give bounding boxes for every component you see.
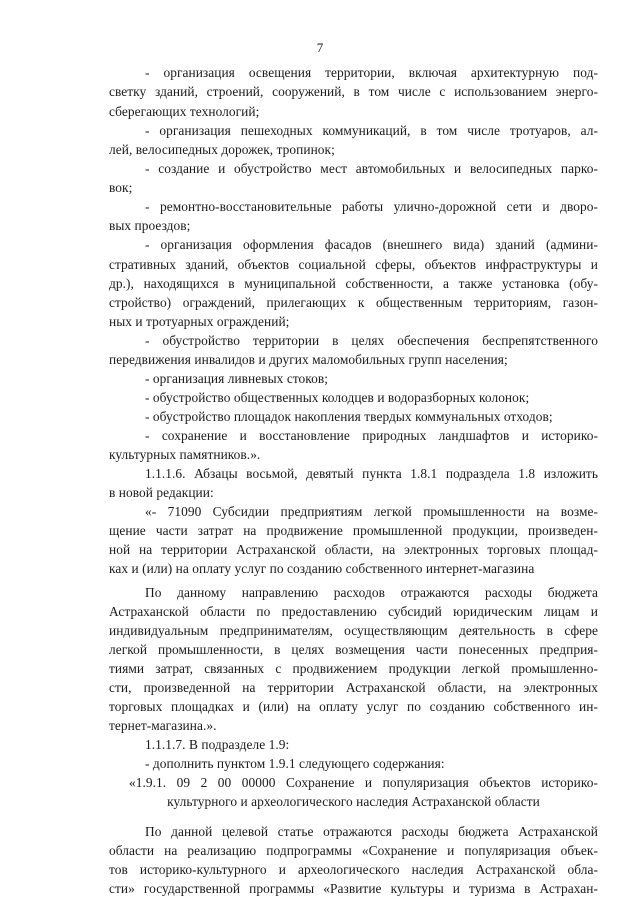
text-line: - создание и обустройство мест автомобильных и велосипедных парко-	[145, 161, 598, 176]
text-line: - обустройство территории в целях обеспечения беспрепятственного	[145, 333, 598, 348]
text-line: щение части затрат на продвижение промышленной продукции, произведен-	[109, 523, 598, 538]
text-line: сти» государственной программы «Развитие культуры и туризма в Астрахан-	[109, 881, 598, 896]
text-line: 1.1.1.6. Абзацы восьмой, девятый пункта 1.8.1 подраздела 1.8 изложить	[145, 466, 598, 481]
text-line: «1.9.1. 09 2 00 00000 Сохранение и популяризация объектов историко-	[129, 775, 598, 790]
text-line: в новой редакции:	[109, 485, 214, 500]
page-number: 7	[316, 40, 324, 55]
text-line: передвижения инвалидов и других маломобильных групп населения;	[109, 352, 508, 367]
text-line: вок;	[109, 180, 133, 195]
text-line: - ремонтно-восстановительные работы улично-дорожной сети и дворо-	[145, 199, 598, 214]
text-line: торговых площадках и (или) на оплату услуг по созданию собственного ин-	[109, 699, 598, 714]
text-line: - организация оформления фасадов (внешнего вида) зданий (админи-	[145, 237, 598, 252]
text-line: - организация пешеходных коммуникаций, в том числе тротуаров, ал-	[145, 123, 598, 138]
text-line: Астраханской области по предоставлению субсидий юридическим лицам и	[109, 604, 598, 619]
text-line: области на реализацию подпрограммы «Сохранение и популяризация объек-	[109, 843, 598, 858]
text-line: - обустройство площадок накопления твердых коммунальных отходов;	[145, 409, 553, 424]
text-line: ках и (или) на оплату услуг по созданию собственного интернет-магазина	[109, 561, 535, 576]
text-line: - организация освещения территории, включая архитектурную под-	[145, 65, 598, 80]
text-line: индивидуальным предпринимателям, осуществляющим деятельность в сфере	[109, 623, 598, 638]
text-line: По данной целевой статье отражаются расходы бюджета Астраханской	[145, 824, 598, 839]
text-line: легкой промышленности, в целях возмещения части понесенных предприя-	[109, 642, 598, 657]
text-line: По данному направлению расходов отражаются расходы бюджета	[145, 585, 598, 600]
text-line: тернет-магазина.».	[109, 718, 217, 733]
text-line: культурных памятников.».	[109, 447, 261, 462]
text-line: стративных зданий, объектов социальной сферы, объектов инфраструктуры и	[109, 257, 598, 272]
text-line: лей, велосипедных дорожек, тропинок;	[109, 142, 335, 157]
text-line: светку зданий, строений, сооружений, в том числе с использованием энерго-	[109, 84, 598, 99]
text-line: - обустройство общественных колодцев и водоразборных колонок;	[145, 390, 530, 405]
text-line: культурного и археологического наследия Астраханской области	[167, 794, 540, 809]
text-line: стройство) ограждений, прилегающих к общественным территориям, газон-	[109, 295, 598, 310]
text-line: - сохранение и восстановление природных ландшафтов и историко-	[145, 428, 598, 443]
text-line: ной на территории Астраханской области, на электронных торговых площад-	[109, 542, 598, 557]
text-line: сти, произведенной на территории Астраханской области, на электронных	[109, 680, 598, 695]
text-line: - организация ливневых стоков;	[145, 371, 329, 386]
text-line: др.), находящихся в муниципальной собственности, а также установка (обу-	[109, 276, 598, 291]
text-line: вых проездов;	[109, 218, 191, 233]
text-line: «- 71090 Субсидии предприятиям легкой промышленности на возме-	[145, 504, 598, 519]
text-line: тиями затрат, связанных с продвижением продукции легкой промышленно-	[109, 661, 598, 676]
text-line: ных и тротуарных ограждений;	[109, 314, 290, 329]
text-line: тов историко-культурного и археологического наследия Астраханской обла-	[109, 862, 598, 877]
text-line: - дополнить пунктом 1.9.1 следующего содержания:	[145, 756, 445, 771]
text-line: сберегающих технологий;	[109, 104, 260, 119]
text-line: 1.1.1.7. В подразделе 1.9:	[145, 737, 290, 752]
